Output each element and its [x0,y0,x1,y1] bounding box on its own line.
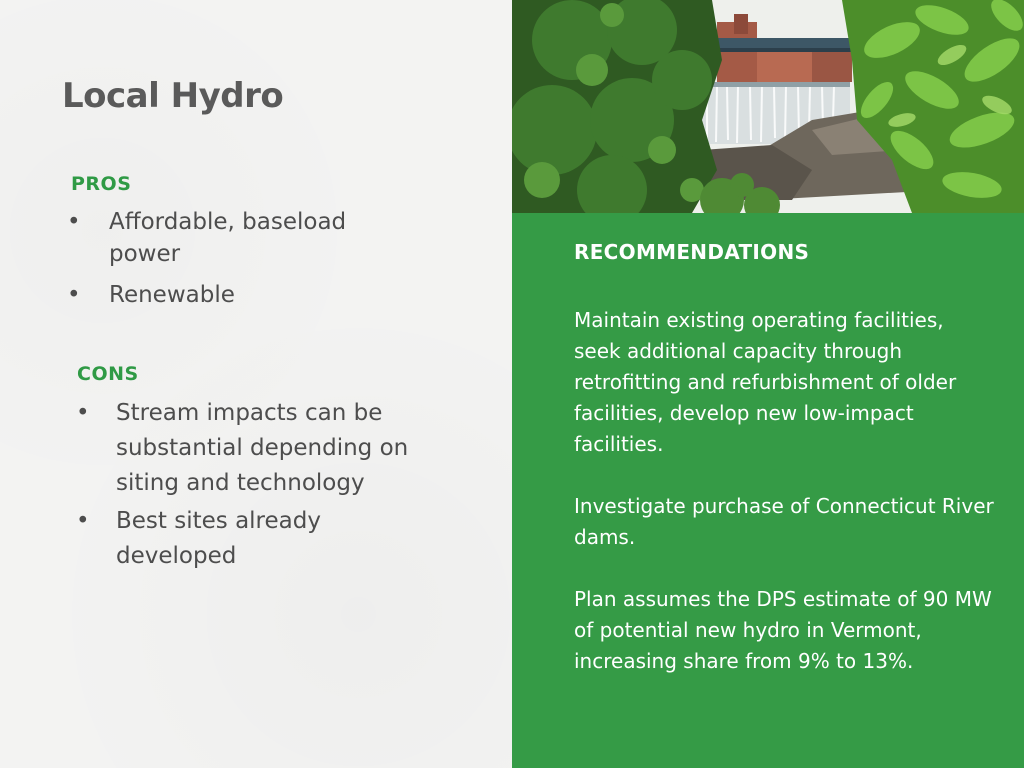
cons-item-text: Stream impacts can be substantial depending on siting and technology [116,400,409,496]
cons-list [76,396,436,577]
bullet-icon: • [67,282,81,308]
list-item [76,504,436,574]
list-item [67,206,397,270]
recommendations-body [574,305,994,708]
recommendations-heading: RECOMMENDATIONS [574,240,810,264]
bullet-icon: • [67,209,81,235]
waterfall-photo [512,0,1024,213]
pros-item-text: Affordable, baseload power [109,209,347,267]
slide-title: Local Hydro [62,76,284,116]
bullet-icon: • [76,508,90,534]
pros-heading: PROS [71,173,132,195]
cons-item-text: Best sites already developed [116,508,321,569]
bullet-icon: • [76,400,90,426]
list-item [76,396,436,501]
recommendations-panel [512,213,1024,768]
pros-item-text: Renewable [109,282,235,308]
list-item [67,279,397,311]
waterfall-illustration [512,0,1024,213]
pros-list [67,206,397,320]
recommendation-paragraph: Plan assumes the DPS estimate of 90 MW of potential new hydro in Vermont, increasing share from 9% to 13%. [574,587,992,673]
cons-heading: CONS [77,363,139,385]
recommendation-paragraph: Maintain existing operating facilities, seek additional capacity through retrofitting and refurbishment of older facilities, develop new low-impact facilities. [574,308,957,456]
recommendation-paragraph: Investigate purchase of Connecticut River dams. [574,494,994,549]
